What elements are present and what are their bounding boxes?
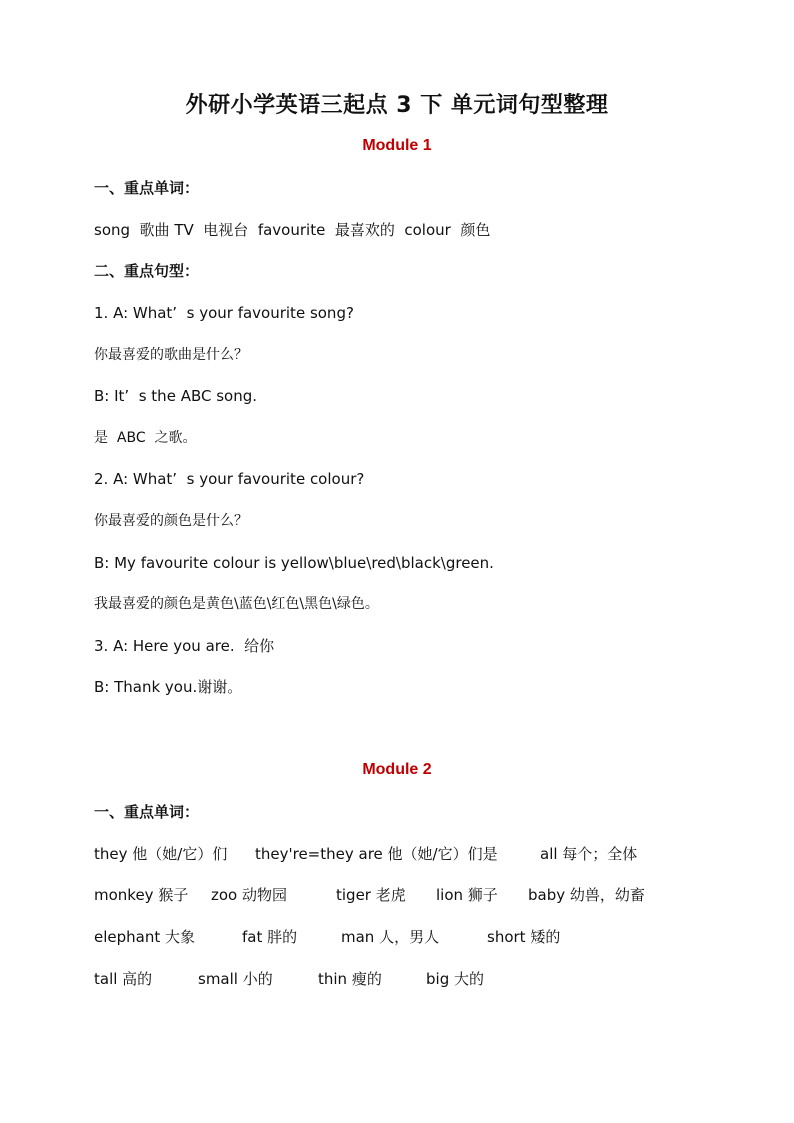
module-1-sentence-heading: 二、重点句型：	[94, 262, 200, 280]
vocab-item: man 人，男人	[341, 928, 440, 946]
module-2-title: Module 2	[362, 761, 432, 778]
module-1-title: Module 1	[362, 137, 432, 154]
sentence-translation: 是 ABC 之歌。	[94, 430, 197, 446]
vocab-item: small 小的	[198, 970, 273, 988]
vocab-item: elephant 大象	[94, 928, 196, 946]
vocab-item: fat 胖的	[242, 928, 298, 946]
vocab-item: short 矮的	[487, 928, 561, 946]
vocab-item: they 他（她/它）们	[94, 845, 228, 863]
vocab-item: zoo 动物园	[211, 886, 287, 904]
vocab-item: big 大的	[426, 970, 484, 988]
sentence-translation: 你最喜爱的歌曲是什么？	[94, 347, 248, 363]
sentence-translation: 你最喜爱的颜色是什么？	[94, 513, 248, 529]
module-1-vocab-line: song 歌曲 TV 电视台 favourite 最喜欢的 colour 颜色	[94, 221, 491, 239]
vocab-item: tiger 老虎	[336, 886, 406, 904]
vocab-item: monkey 猴子	[94, 886, 189, 904]
vocab-item: thin 瘦的	[318, 970, 382, 988]
vocab-item: all 每个；全体	[540, 845, 638, 863]
vocab-item: they're=they are 他（她/它）们是	[255, 845, 498, 863]
module-1-vocab-heading: 一、重点单词：	[94, 179, 200, 197]
vocab-item: lion 狮子	[436, 886, 498, 904]
sentence-line: 1. A: What’ s your favourite song?	[94, 304, 354, 322]
sentence-line: 2. A: What’ s your favourite colour?	[94, 470, 365, 488]
vocab-item: tall 高的	[94, 970, 153, 988]
sentence-line: B: My favourite colour is yellow\blue\red\black\green.	[94, 554, 494, 572]
document-title: 外研小学英语三起点 3 下 单元词句型整理	[185, 93, 609, 118]
sentence-line: 3. A: Here you are. 给你	[94, 637, 275, 655]
module-2-vocab-heading: 一、重点单词：	[94, 803, 200, 821]
vocab-item: baby 幼兽，幼畜	[528, 886, 645, 904]
sentence-line: B: It’ s the ABC song.	[94, 387, 258, 405]
sentence-line: B: Thank you.谢谢。	[94, 678, 243, 696]
sentence-translation: 我最喜爱的颜色是黄色\蓝色\红色\黑色\绿色。	[94, 596, 379, 612]
